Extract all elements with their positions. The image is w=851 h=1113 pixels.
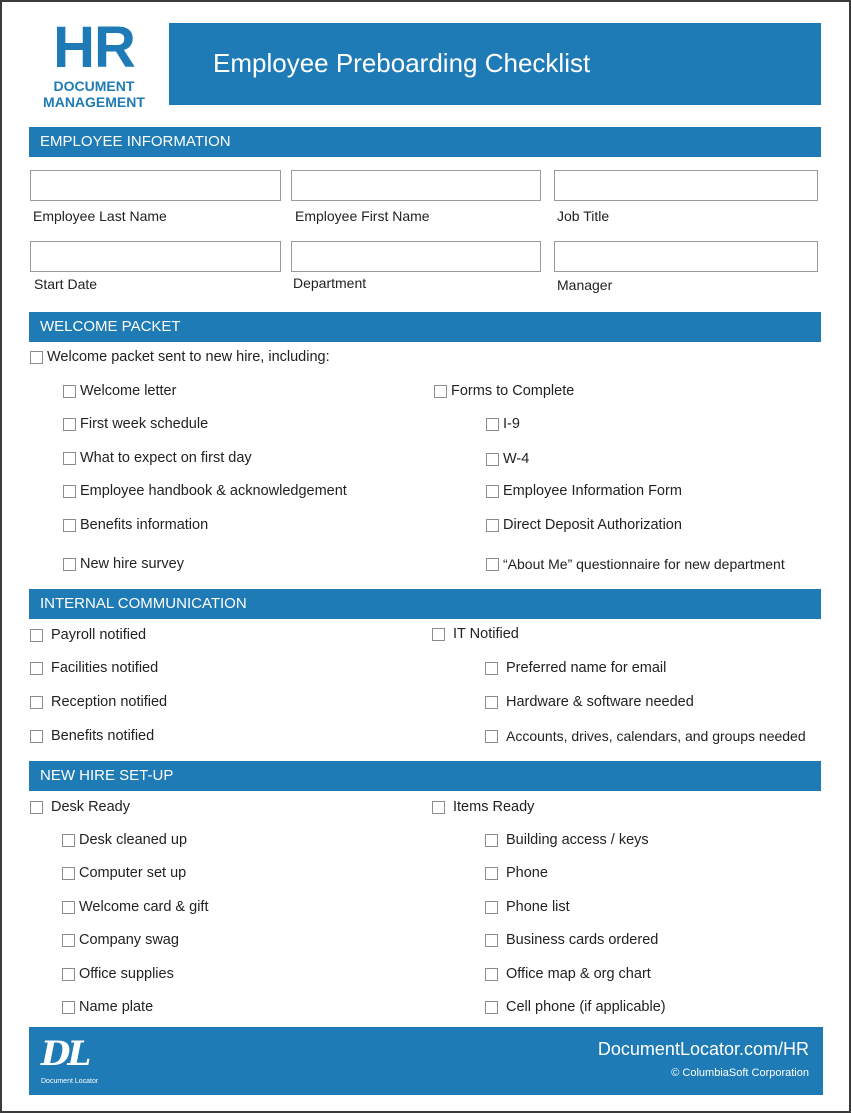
checkbox-icon[interactable] bbox=[62, 1001, 75, 1014]
section-employee-information: EMPLOYEE INFORMATION bbox=[29, 127, 821, 157]
checkbox-company-swag[interactable] bbox=[62, 931, 179, 949]
checkbox-name-plate[interactable] bbox=[62, 998, 153, 1016]
checkbox-icon[interactable] bbox=[30, 629, 43, 642]
checkbox-icon[interactable] bbox=[432, 628, 445, 641]
checkbox-icon[interactable] bbox=[434, 385, 447, 398]
start-date-field[interactable] bbox=[30, 241, 281, 272]
checkbox-what-to-expect[interactable] bbox=[63, 449, 252, 467]
checkbox-icon[interactable] bbox=[30, 351, 43, 364]
checkbox-about-me-questionnaire[interactable] bbox=[486, 555, 785, 573]
checkbox-icon[interactable] bbox=[63, 519, 76, 532]
checkbox-welcome-letter[interactable] bbox=[63, 382, 176, 400]
checkbox-label: Desk Ready bbox=[51, 799, 130, 815]
checkbox-items-ready[interactable] bbox=[432, 798, 534, 816]
footer-copyright: © ColumbiaSoft Corporation bbox=[671, 1067, 809, 1079]
checkbox-reception-notified[interactable] bbox=[30, 693, 167, 711]
checkbox-label: Welcome packet sent to new hire, including: bbox=[47, 349, 330, 365]
checkbox-label: Office map & org chart bbox=[506, 966, 651, 982]
checkbox-label: Direct Deposit Authorization bbox=[503, 517, 682, 533]
checkbox-phone-list[interactable] bbox=[485, 898, 570, 916]
checkbox-facilities-notified[interactable] bbox=[30, 659, 158, 677]
checkbox-desk-ready[interactable] bbox=[30, 798, 130, 816]
checkbox-label: Office supplies bbox=[79, 966, 174, 982]
title-banner bbox=[169, 23, 821, 105]
checkbox-icon[interactable] bbox=[486, 418, 499, 431]
logo-sub-document: DOCUMENT bbox=[53, 78, 135, 94]
job-title-label: Job Title bbox=[557, 208, 610, 224]
checkbox-label: Phone bbox=[506, 865, 548, 881]
checkbox-label: Preferred name for email bbox=[506, 660, 667, 676]
checkbox-label: IT Notified bbox=[453, 626, 519, 642]
logo-sub-management: MANAGEMENT bbox=[43, 94, 145, 110]
start-date-label: Start Date bbox=[34, 276, 98, 292]
checkbox-icon[interactable] bbox=[485, 968, 498, 981]
employee-last-name-field[interactable] bbox=[30, 170, 281, 201]
checkbox-label: Welcome letter bbox=[80, 383, 177, 399]
checkbox-first-week-schedule[interactable] bbox=[63, 415, 208, 433]
checkbox-label: Items Ready bbox=[453, 799, 535, 815]
checkbox-label: Cell phone (if applicable) bbox=[506, 999, 666, 1015]
checkbox-office-map-org-chart[interactable] bbox=[485, 965, 651, 983]
manager-label: Manager bbox=[557, 277, 613, 293]
dl-logo-icon: DL bbox=[41, 1034, 89, 1074]
job-title-field[interactable] bbox=[554, 170, 818, 201]
footer-url-link[interactable]: DocumentLocator.com/HR bbox=[597, 1039, 809, 1059]
checkbox-business-cards[interactable] bbox=[485, 931, 658, 949]
employee-first-name-field[interactable] bbox=[291, 170, 541, 201]
checkbox-label: Welcome card & gift bbox=[79, 899, 209, 915]
checkbox-label: “About Me” questionnaire for new department bbox=[503, 556, 785, 572]
checkbox-label: I-9 bbox=[503, 416, 520, 432]
checkbox-icon[interactable] bbox=[62, 867, 75, 880]
checkbox-icon[interactable] bbox=[486, 485, 499, 498]
checkbox-label: Benefits notified bbox=[51, 728, 155, 744]
checkbox-payroll-notified[interactable] bbox=[30, 626, 146, 644]
checkbox-icon[interactable] bbox=[30, 730, 43, 743]
checkbox-label: Employee Information Form bbox=[503, 483, 682, 499]
checkbox-benefits-notified[interactable] bbox=[30, 727, 154, 745]
checkbox-icon[interactable] bbox=[62, 968, 75, 981]
checkbox-icon[interactable] bbox=[485, 730, 498, 743]
checkbox-label: Desk cleaned up bbox=[79, 832, 188, 848]
employee-first-name-label: Employee First Name bbox=[295, 208, 430, 224]
checkbox-desk-cleaned-up[interactable] bbox=[62, 831, 187, 849]
checkbox-employee-information-form[interactable] bbox=[486, 482, 682, 500]
checkbox-cell-phone[interactable] bbox=[485, 998, 666, 1016]
checkbox-label: Accounts, drives, calendars, and groups needed bbox=[506, 728, 806, 744]
checkbox-label: Computer set up bbox=[79, 865, 187, 881]
checkbox-benefits-information[interactable] bbox=[63, 516, 208, 534]
checkbox-label: Payroll notified bbox=[51, 627, 147, 643]
checkbox-forms-to-complete[interactable] bbox=[434, 382, 574, 400]
checkbox-computer-set-up[interactable] bbox=[62, 864, 186, 882]
checkbox-icon[interactable] bbox=[486, 519, 499, 532]
checkbox-employee-handbook[interactable] bbox=[63, 482, 347, 500]
checkbox-welcome-card-gift[interactable] bbox=[62, 898, 208, 916]
section-new-hire-setup: NEW HIRE SET-UP bbox=[29, 761, 821, 791]
checkbox-label: Benefits information bbox=[80, 517, 209, 533]
checkbox-label: Building access / keys bbox=[506, 832, 649, 848]
checkbox-label: Phone list bbox=[506, 899, 570, 915]
checkbox-icon[interactable] bbox=[62, 901, 75, 914]
checkbox-hardware-software[interactable] bbox=[485, 693, 694, 711]
checkbox-icon[interactable] bbox=[485, 867, 498, 880]
logo-hr: HR bbox=[53, 15, 135, 80]
checkbox-icon[interactable] bbox=[63, 385, 76, 398]
checkbox-icon[interactable] bbox=[63, 418, 76, 431]
checkbox-w4[interactable] bbox=[486, 450, 529, 468]
checkbox-icon[interactable] bbox=[486, 453, 499, 466]
checkbox-office-supplies[interactable] bbox=[62, 965, 174, 983]
checkbox-icon[interactable] bbox=[63, 485, 76, 498]
checkbox-label: Facilities notified bbox=[51, 660, 159, 676]
checkbox-i9[interactable] bbox=[486, 415, 520, 433]
checkbox-label: Forms to Complete bbox=[451, 383, 575, 399]
checkbox-icon[interactable] bbox=[30, 662, 43, 675]
checkbox-icon[interactable] bbox=[30, 696, 43, 709]
checkbox-icon[interactable] bbox=[63, 558, 76, 571]
manager-field[interactable] bbox=[554, 241, 818, 272]
checkbox-icon[interactable] bbox=[485, 901, 498, 914]
checkbox-label: New hire survey bbox=[80, 556, 184, 572]
checkbox-label: Business cards ordered bbox=[506, 932, 659, 948]
page-title: Employee Preboarding Checklist bbox=[213, 48, 591, 78]
checkbox-icon[interactable] bbox=[62, 934, 75, 947]
checkbox-label: Hardware & software needed bbox=[506, 694, 694, 710]
checkbox-it-notified[interactable] bbox=[432, 625, 519, 643]
checkbox-label: Name plate bbox=[79, 999, 154, 1015]
checkbox-phone[interactable] bbox=[485, 864, 548, 882]
checkbox-label: What to expect on first day bbox=[80, 450, 252, 466]
checkbox-icon[interactable] bbox=[63, 452, 76, 465]
department-label: Department bbox=[293, 275, 367, 291]
checkbox-label: W-4 bbox=[503, 451, 530, 467]
checkbox-label: Reception notified bbox=[51, 694, 168, 710]
section-welcome-packet: WELCOME PACKET bbox=[29, 312, 821, 342]
checkbox-label: First week schedule bbox=[80, 416, 209, 432]
checkbox-label: Company swag bbox=[79, 932, 179, 948]
checkbox-accounts-drives[interactable] bbox=[485, 727, 806, 745]
checkbox-building-access[interactable] bbox=[485, 831, 649, 849]
checkbox-icon[interactable] bbox=[62, 834, 75, 847]
checkbox-icon[interactable] bbox=[30, 801, 43, 814]
checkbox-icon[interactable] bbox=[485, 696, 498, 709]
checkbox-icon[interactable] bbox=[485, 1001, 498, 1014]
checkbox-new-hire-survey[interactable] bbox=[63, 555, 184, 573]
footer-banner bbox=[29, 1027, 823, 1095]
checkbox-icon[interactable] bbox=[485, 934, 498, 947]
checkbox-label: Employee handbook & acknowledgement bbox=[80, 483, 347, 499]
checkbox-icon[interactable] bbox=[432, 801, 445, 814]
checkbox-icon[interactable] bbox=[485, 662, 498, 675]
checkbox-icon[interactable] bbox=[486, 558, 499, 571]
department-field[interactable] bbox=[291, 241, 541, 272]
section-internal-communication: INTERNAL COMMUNICATION bbox=[29, 589, 821, 619]
checkbox-direct-deposit[interactable] bbox=[486, 516, 682, 534]
employee-last-name-label: Employee Last Name bbox=[33, 208, 167, 224]
checkbox-preferred-name-email[interactable] bbox=[485, 659, 666, 677]
checkbox-icon[interactable] bbox=[485, 834, 498, 847]
checkbox-welcome-packet-sent[interactable] bbox=[30, 348, 330, 366]
dl-logo-text: Document Locator bbox=[41, 1078, 99, 1085]
